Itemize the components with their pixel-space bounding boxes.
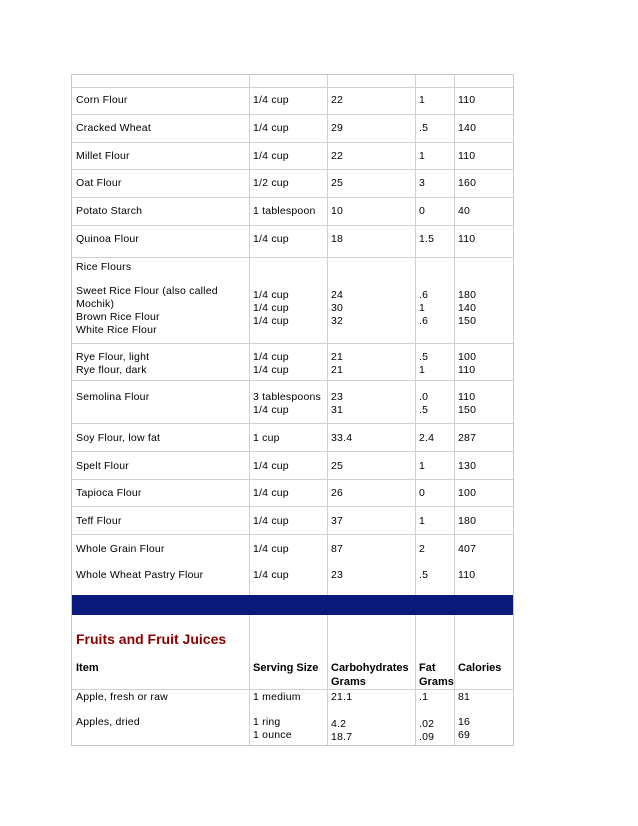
serving-cell: 1/4 cup — [253, 364, 289, 376]
carbs-cell: 21 — [331, 351, 344, 363]
column-divider — [327, 75, 328, 745]
serving-cell: 1/4 cup — [253, 404, 289, 416]
row-divider — [72, 451, 513, 452]
fat-cell: .6 — [419, 315, 429, 327]
row-divider — [72, 343, 513, 344]
calories-cell: 110 — [458, 233, 476, 245]
item-cell: Apple, fresh or raw — [76, 691, 168, 703]
fat-cell: 1 — [419, 302, 426, 314]
calories-cell: 100 — [458, 351, 477, 363]
fat-cell: 1 — [419, 94, 426, 106]
serving-cell: 1/2 cup — [253, 177, 289, 189]
row-divider — [72, 479, 513, 480]
row-divider — [72, 197, 513, 198]
serving-cell: 1/4 cup — [253, 569, 289, 581]
carbs-cell: 18 — [331, 233, 344, 245]
item-cell: Whole Grain Flour — [76, 543, 165, 555]
item-cell: Potato Starch — [76, 205, 143, 217]
item-cell: White Rice Flour — [76, 324, 157, 336]
fat-cell: .09 — [419, 731, 435, 743]
row-divider — [72, 87, 513, 88]
column-header-carbs-units: Grams — [331, 676, 366, 688]
carbs-cell: 30 — [331, 302, 344, 314]
fat-cell: .1 — [419, 691, 429, 703]
fat-cell: 0 — [419, 205, 426, 217]
fat-cell: 1.5 — [419, 233, 435, 245]
row-divider — [72, 257, 513, 258]
item-cell: Corn Flour — [76, 94, 128, 106]
carbs-cell: 18.7 — [331, 731, 353, 743]
fat-cell: 0 — [419, 487, 426, 499]
row-divider — [72, 114, 513, 115]
row-divider — [72, 142, 513, 143]
carbs-cell: 21.1 — [331, 691, 353, 703]
serving-cell: 1/4 cup — [253, 515, 289, 527]
nutrition-table — [71, 74, 514, 746]
serving-cell: 1/4 cup — [253, 94, 289, 106]
item-cell: Mochik) — [76, 298, 115, 310]
serving-cell: 1 medium — [253, 691, 301, 703]
column-header-carbs: Carbohydrates — [331, 662, 409, 674]
carbs-cell: 23 — [331, 569, 344, 581]
item-cell: Tapioca Flour — [76, 487, 142, 499]
carbs-cell: 24 — [331, 289, 344, 301]
calories-cell: 287 — [458, 432, 477, 444]
row-divider — [72, 225, 513, 226]
fat-cell: .0 — [419, 391, 429, 403]
item-cell: Semolina Flour — [76, 391, 150, 403]
calories-cell: 110 — [458, 150, 476, 162]
serving-cell: 1/4 cup — [253, 150, 289, 162]
serving-cell: 1 tablespoon — [253, 205, 316, 217]
carbs-cell: 37 — [331, 515, 344, 527]
row-divider — [72, 423, 513, 424]
calories-cell: 407 — [458, 543, 477, 555]
carbs-cell: 32 — [331, 315, 344, 327]
serving-cell: 1/4 cup — [253, 122, 289, 134]
carbs-cell: 23 — [331, 391, 344, 403]
calories-cell: 16 — [458, 716, 471, 728]
carbs-cell: 22 — [331, 94, 344, 106]
calories-cell: 130 — [458, 460, 477, 472]
item-cell: Oat Flour — [76, 177, 122, 189]
row-divider — [72, 534, 513, 535]
calories-cell: 100 — [458, 487, 477, 499]
serving-cell: 1 ounce — [253, 729, 292, 741]
item-cell: Cracked Wheat — [76, 122, 151, 134]
item-cell: Spelt Flour — [76, 460, 129, 472]
calories-cell: 81 — [458, 691, 471, 703]
serving-cell: 1 ring — [253, 716, 281, 728]
column-divider — [415, 75, 416, 745]
item-cell: Brown Rice Flour — [76, 311, 160, 323]
section-divider-band — [72, 595, 513, 615]
serving-cell: 3 tablespoons — [253, 391, 321, 403]
calories-cell: 140 — [458, 302, 477, 314]
column-header-fat: Fat — [419, 662, 436, 674]
calories-cell: 180 — [458, 515, 477, 527]
item-cell: Rye flour, dark — [76, 364, 147, 376]
fat-cell: 1 — [419, 364, 426, 376]
calories-cell: 110 — [458, 569, 476, 581]
carbs-cell: 25 — [331, 460, 344, 472]
item-cell: Whole Wheat Pastry Flour — [76, 569, 204, 581]
item-cell: Soy Flour, low fat — [76, 432, 161, 444]
item-cell: Quinoa Flour — [76, 233, 140, 245]
row-divider — [72, 380, 513, 381]
item-cell: Sweet Rice Flour (also called — [76, 285, 218, 297]
carbs-cell: 33.4 — [331, 432, 353, 444]
calories-cell: 110 — [458, 391, 476, 403]
fat-cell: .5 — [419, 351, 429, 363]
carbs-cell: 31 — [331, 404, 344, 416]
serving-cell: 1 cup — [253, 432, 280, 444]
carbs-cell: 25 — [331, 177, 344, 189]
serving-cell: 1/4 cup — [253, 302, 289, 314]
column-divider — [249, 75, 250, 745]
item-cell: Teff Flour — [76, 515, 122, 527]
serving-cell: 1/4 cup — [253, 315, 289, 327]
serving-cell: 1/4 cup — [253, 289, 289, 301]
carbs-cell: 10 — [331, 205, 344, 217]
calories-cell: 110 — [458, 94, 476, 106]
calories-cell: 160 — [458, 177, 477, 189]
fat-cell: .5 — [419, 122, 429, 134]
item-cell: Rye Flour, light — [76, 351, 150, 363]
serving-cell: 1/4 cup — [253, 487, 289, 499]
serving-cell: 1/4 cup — [253, 233, 289, 245]
fat-cell: 1 — [419, 460, 426, 472]
serving-cell: 1/4 cup — [253, 543, 289, 555]
fat-cell: .6 — [419, 289, 429, 301]
fat-cell: .5 — [419, 404, 429, 416]
column-header-fat-units: Grams — [419, 676, 454, 688]
column-header-serving: Serving Size — [253, 662, 319, 674]
section-title: Fruits and Fruit Juices — [76, 631, 227, 647]
fat-cell: .02 — [419, 718, 435, 730]
fat-cell: 1 — [419, 515, 426, 527]
calories-cell: 150 — [458, 315, 477, 327]
carbs-cell: 21 — [331, 364, 344, 376]
fat-cell: 2 — [419, 543, 426, 555]
calories-cell: 69 — [458, 729, 471, 741]
serving-cell: 1/4 cup — [253, 460, 289, 472]
item-cell: Apples, dried — [76, 716, 140, 728]
carbs-cell: 4.2 — [331, 718, 347, 730]
column-header-item: Item — [76, 662, 99, 674]
fat-cell: 1 — [419, 150, 426, 162]
fat-cell: .5 — [419, 569, 429, 581]
carbs-cell: 29 — [331, 122, 344, 134]
calories-cell: 150 — [458, 404, 477, 416]
calories-cell: 180 — [458, 289, 477, 301]
column-divider — [454, 75, 455, 745]
carbs-cell: 22 — [331, 150, 344, 162]
serving-cell: 1/4 cup — [253, 351, 289, 363]
item-cell: Rice Flours — [76, 261, 132, 273]
calories-cell: 140 — [458, 122, 477, 134]
calories-cell: 110 — [458, 364, 476, 376]
carbs-cell: 26 — [331, 487, 344, 499]
calories-cell: 40 — [458, 205, 471, 217]
item-cell: Millet Flour — [76, 150, 130, 162]
row-divider — [72, 506, 513, 507]
column-header-calories: Calories — [458, 662, 502, 674]
fat-cell: 3 — [419, 177, 426, 189]
carbs-cell: 87 — [331, 543, 344, 555]
fat-cell: 2.4 — [419, 432, 435, 444]
row-divider — [72, 169, 513, 170]
